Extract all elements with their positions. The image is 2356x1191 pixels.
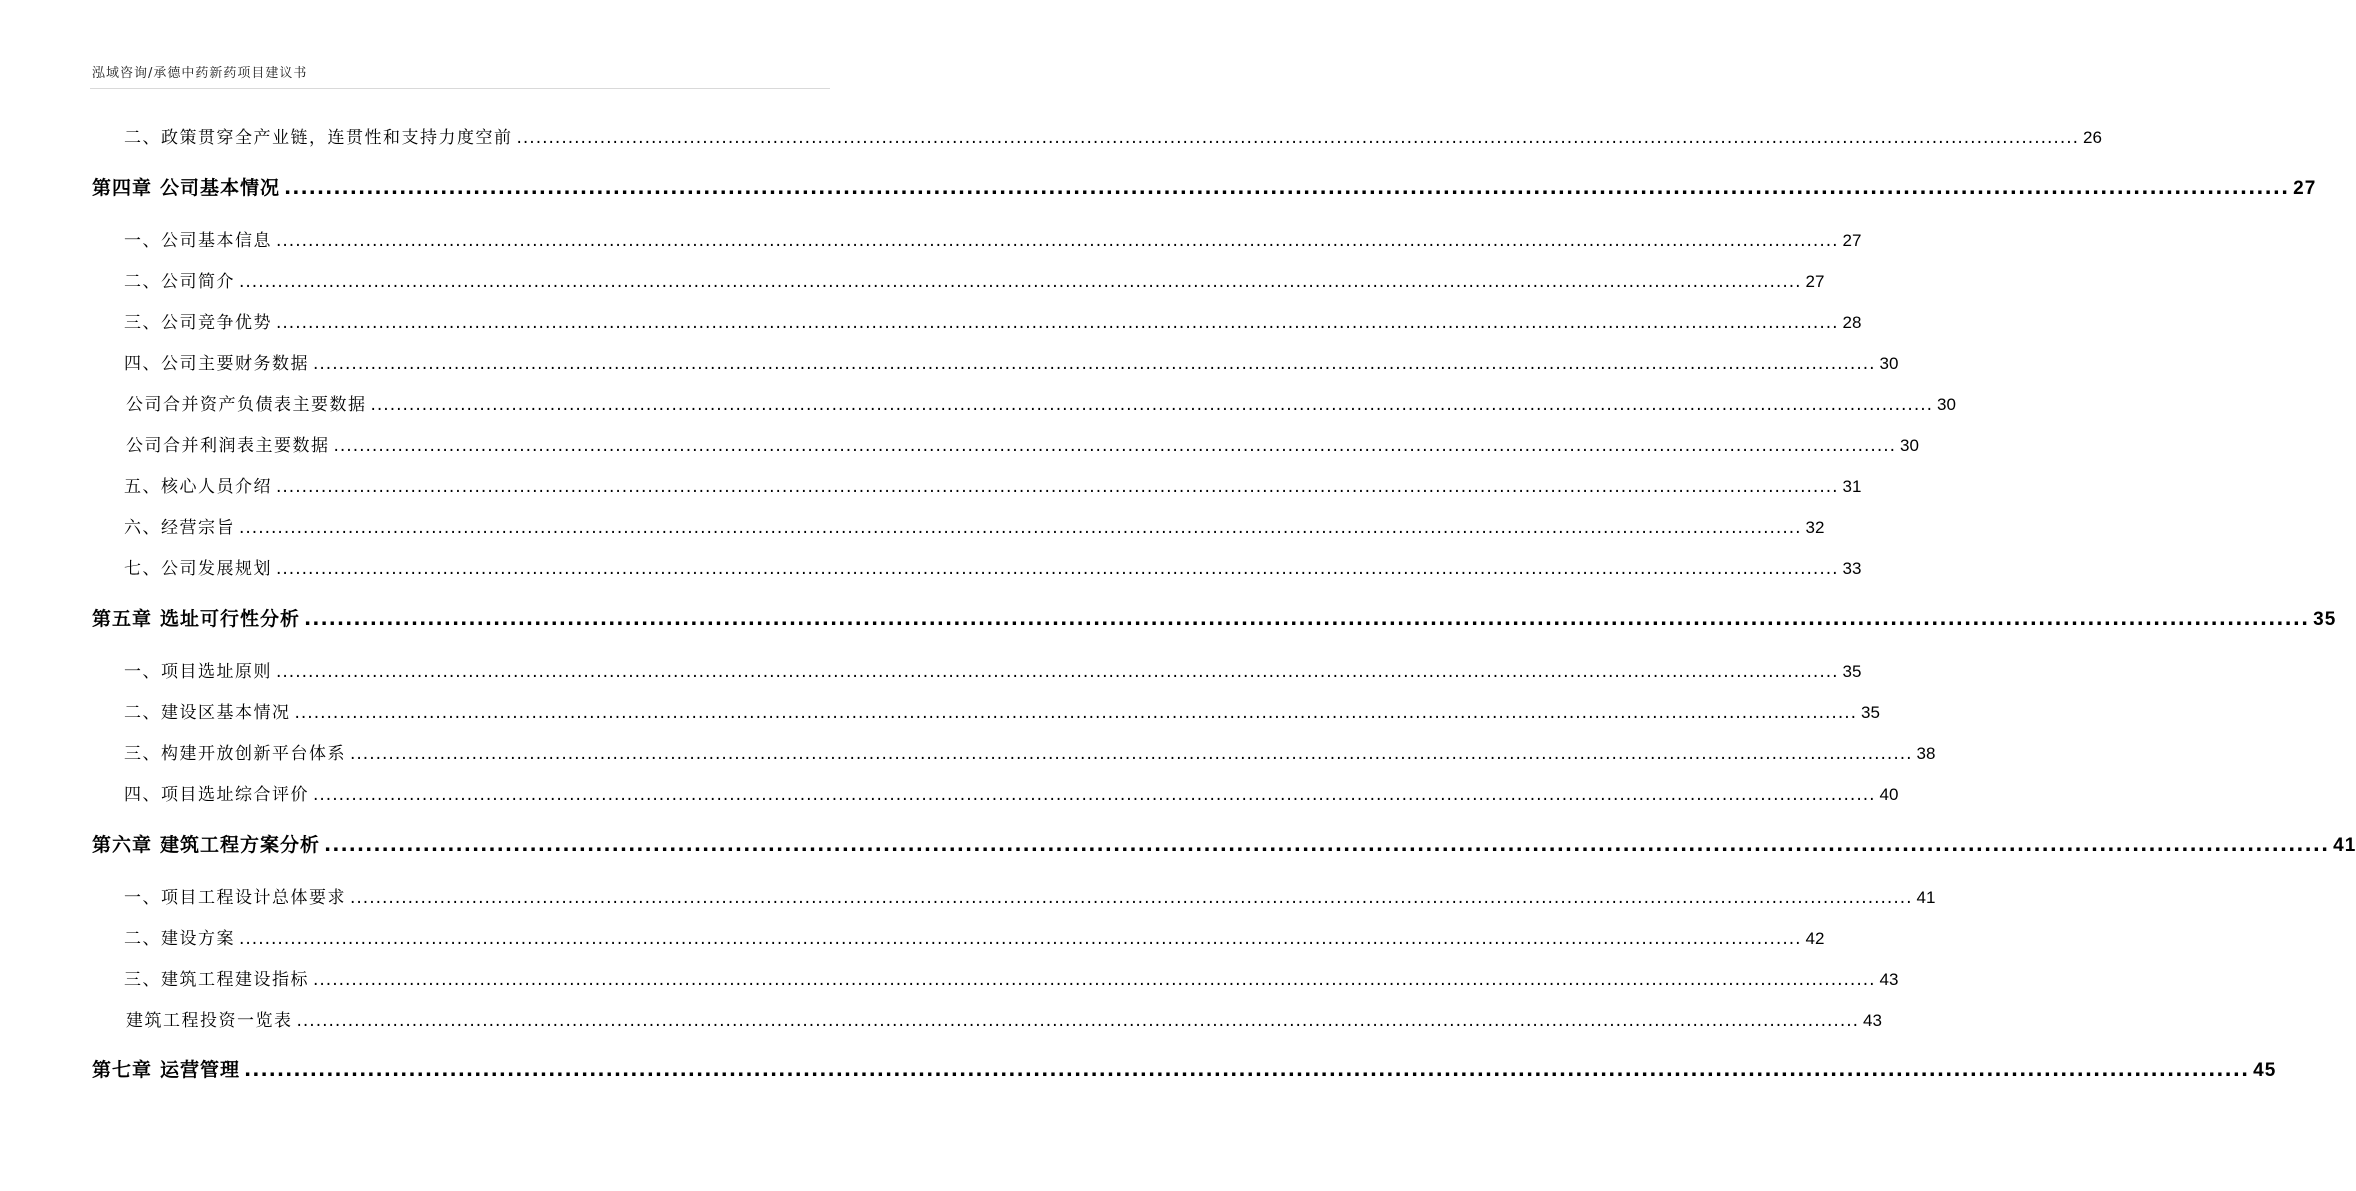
toc-entry-title: 项目选址综合评价 bbox=[161, 785, 309, 805]
toc-entry-number: 三、 bbox=[124, 970, 161, 990]
toc-entry-title: 经营宗旨 bbox=[161, 518, 235, 538]
toc-entry-page: 38 bbox=[1916, 744, 1936, 763]
toc-entry-number: 一、 bbox=[124, 662, 161, 682]
toc-chapter-page: 27 bbox=[2293, 178, 2317, 199]
toc-entry-title: 公司基本信息 bbox=[161, 231, 272, 251]
toc-entry-number: 四、 bbox=[124, 785, 161, 805]
toc-entry-number: 二、 bbox=[124, 128, 161, 148]
toc-dot-leader: .................................................................................................................................................................................................................................................... bbox=[350, 744, 1913, 764]
toc-dot-leader: .................................................................................................................................................................................................................................................... bbox=[276, 231, 1839, 251]
toc-chapter[interactable] bbox=[92, 830, 2356, 857]
toc-entry-number: 一、 bbox=[124, 231, 161, 251]
header-divider bbox=[90, 88, 830, 89]
toc-entry-page: 40 bbox=[1879, 785, 1899, 804]
toc-chapter[interactable] bbox=[92, 1055, 2277, 1082]
toc-entry-title: 公司发展规划 bbox=[161, 559, 272, 579]
toc-entry[interactable] bbox=[92, 924, 1825, 949]
toc-entry-title: 建设区基本情况 bbox=[161, 703, 291, 723]
toc-entry-page: 35 bbox=[1842, 662, 1862, 681]
toc-entry-title: 公司简介 bbox=[161, 272, 235, 292]
toc-entry-page: 32 bbox=[1805, 518, 1825, 537]
toc-chapter[interactable] bbox=[92, 173, 2317, 200]
toc-entry-page: 41 bbox=[1916, 888, 1936, 907]
toc-entry-number: 二、 bbox=[124, 703, 161, 723]
toc-entry[interactable] bbox=[92, 554, 1862, 579]
toc-dot-leader: .................................................................................................................................................................................................................................................... bbox=[324, 834, 2330, 856]
toc-chapter-title: 建筑工程方案分析 bbox=[160, 834, 321, 856]
toc-dot-leader: .................................................................................................................................................................................................................................................... bbox=[516, 128, 2080, 148]
toc-chapter-title: 运营管理 bbox=[160, 1059, 241, 1081]
toc-dot-leader: .................................................................................................................................................................................................................................................... bbox=[276, 559, 1839, 579]
toc-dot-leader: .................................................................................................................................................................................................................................................... bbox=[350, 888, 1913, 908]
toc-entry-number: 二、 bbox=[124, 272, 161, 292]
toc-entry-title: 建筑工程建设指标 bbox=[161, 970, 309, 990]
toc-entry[interactable] bbox=[92, 267, 1825, 292]
toc-chapter-page: 45 bbox=[2253, 1060, 2277, 1081]
toc-dot-leader: .................................................................................................................................................................................................................................................... bbox=[276, 313, 1839, 333]
toc-entry[interactable] bbox=[92, 965, 1899, 990]
toc-entry-page: 26 bbox=[2083, 128, 2102, 147]
toc-chapter-page: 41 bbox=[2333, 835, 2356, 856]
toc-dot-leader: .................................................................................................................................................................................................................................................... bbox=[239, 929, 1802, 949]
toc-chapter-number: 第七章 bbox=[92, 1059, 153, 1081]
toc-entry[interactable] bbox=[92, 780, 1899, 805]
toc-entry-number: 六、 bbox=[124, 518, 161, 538]
toc-chapter[interactable] bbox=[92, 604, 2337, 631]
toc-entry-page: 33 bbox=[1842, 559, 1862, 578]
toc-dot-leader: .................................................................................................................................................................................................................................................... bbox=[313, 785, 1876, 805]
toc-chapter-number: 第六章 bbox=[92, 834, 153, 856]
toc-entry[interactable] bbox=[92, 513, 1825, 538]
toc-entry-title: 项目工程设计总体要求 bbox=[161, 888, 346, 908]
toc-entry-title: 核心人员介绍 bbox=[161, 477, 272, 497]
toc-dot-leader: .................................................................................................................................................................................................................................................... bbox=[276, 477, 1839, 497]
toc-entry-page: 30 bbox=[1879, 354, 1899, 373]
toc-dot-leader: .................................................................................................................................................................................................................................................... bbox=[239, 272, 1802, 292]
toc-entry[interactable] bbox=[92, 657, 1862, 682]
toc-entry-title: 建筑工程投资一览表 bbox=[126, 1011, 293, 1031]
toc-table-entry[interactable] bbox=[92, 431, 1919, 456]
toc-entry-number: 四、 bbox=[124, 354, 161, 374]
running-header: 泓域咨询/承德中药新药项目建议书 bbox=[92, 66, 308, 81]
toc-entry-title: 公司主要财务数据 bbox=[161, 354, 309, 374]
toc-table-entry[interactable] bbox=[92, 390, 1956, 415]
toc-chapter-number: 第四章 bbox=[92, 177, 153, 199]
toc-entry-title: 公司合并利润表主要数据 bbox=[126, 436, 330, 456]
toc-dot-leader: .................................................................................................................................................................................................................................................... bbox=[304, 608, 2310, 630]
toc-entry[interactable] bbox=[92, 308, 1862, 333]
toc-chapter-page: 35 bbox=[2313, 609, 2337, 630]
toc-entry-page: 28 bbox=[1842, 313, 1862, 332]
toc-dot-leader: .................................................................................................................................................................................................................................................... bbox=[313, 970, 1876, 990]
toc-dot-leader: .................................................................................................................................................................................................................................................... bbox=[296, 1011, 1860, 1031]
toc-entry-title: 公司竞争优势 bbox=[161, 313, 272, 333]
toc-entry-number: 三、 bbox=[124, 313, 161, 333]
toc-entry-number: 七、 bbox=[124, 559, 161, 579]
toc-entry-page: 42 bbox=[1805, 929, 1825, 948]
toc-entry-title: 构建开放创新平台体系 bbox=[161, 744, 346, 764]
toc-entry[interactable] bbox=[92, 226, 1862, 251]
toc-entry-page: 31 bbox=[1842, 477, 1862, 496]
toc-dot-leader: .................................................................................................................................................................................................................................................... bbox=[276, 662, 1839, 682]
toc-entry-page: 27 bbox=[1842, 231, 1862, 250]
toc-entry-page: 43 bbox=[1879, 970, 1899, 989]
toc-chapter-title: 选址可行性分析 bbox=[160, 608, 301, 630]
toc-dot-leader: .................................................................................................................................................................................................................................................... bbox=[284, 177, 2290, 199]
toc-entry-title: 公司合并资产负债表主要数据 bbox=[126, 395, 367, 415]
toc-chapter-title: 公司基本情况 bbox=[160, 177, 281, 199]
toc-entry[interactable] bbox=[92, 349, 1899, 374]
toc-dot-leader: .................................................................................................................................................................................................................................................... bbox=[370, 395, 1934, 415]
toc-entry-number: 一、 bbox=[124, 888, 161, 908]
toc-entry[interactable] bbox=[92, 698, 1880, 723]
toc-entry[interactable] bbox=[92, 123, 2102, 148]
toc-table-entry[interactable] bbox=[92, 1006, 1882, 1031]
toc-entry-title: 建设方案 bbox=[161, 929, 235, 949]
toc-chapter-number: 第五章 bbox=[92, 608, 153, 630]
toc-dot-leader: .................................................................................................................................................................................................................................................... bbox=[244, 1059, 2250, 1081]
toc-entry-page: 30 bbox=[1900, 436, 1919, 455]
toc-dot-leader: .................................................................................................................................................................................................................................................... bbox=[294, 703, 1858, 723]
toc-entry-page: 43 bbox=[1863, 1011, 1882, 1030]
toc-entry-title: 项目选址原则 bbox=[161, 662, 272, 682]
toc-entry-page: 30 bbox=[1937, 395, 1956, 414]
toc-entry-page: 35 bbox=[1861, 703, 1880, 722]
toc-dot-leader: .................................................................................................................................................................................................................................................... bbox=[313, 354, 1876, 374]
toc-entry-number: 三、 bbox=[124, 744, 161, 764]
toc-entry-number: 五、 bbox=[124, 477, 161, 497]
toc-entry-page: 27 bbox=[1805, 272, 1825, 291]
toc-entry-number: 二、 bbox=[124, 929, 161, 949]
toc-dot-leader: .................................................................................................................................................................................................................................................... bbox=[333, 436, 1897, 456]
toc-entry[interactable] bbox=[92, 472, 1862, 497]
toc-entry[interactable] bbox=[92, 739, 1936, 764]
toc-entry-title: 政策贯穿全产业链，连贯性和支持力度空前 bbox=[161, 128, 513, 148]
toc-dot-leader: .................................................................................................................................................................................................................................................... bbox=[239, 518, 1802, 538]
toc-entry[interactable] bbox=[92, 883, 1936, 908]
